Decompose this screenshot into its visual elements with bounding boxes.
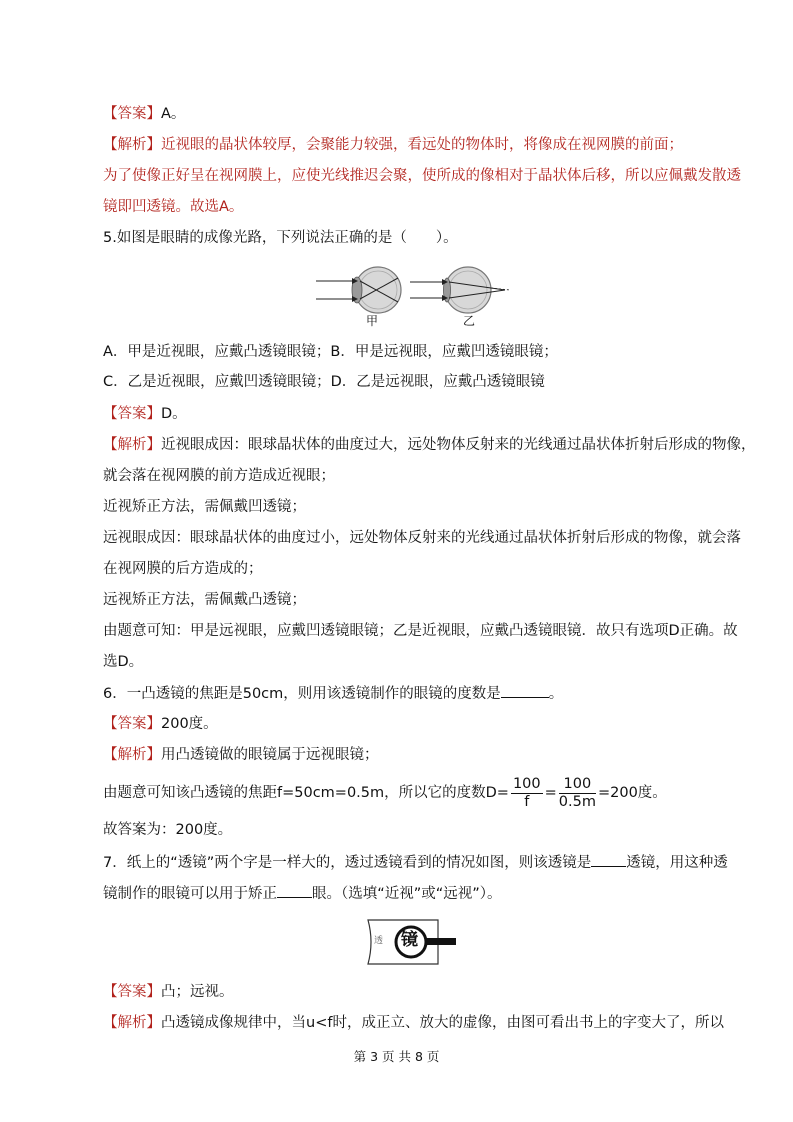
analysis-label: 【解析】 xyxy=(103,137,161,153)
q7-analysis-line-1: 【解析】凸透镜成像规律中，当u<f时，成正立、放大的虚像，由图可看出书上的字变大了，所以 xyxy=(103,1015,724,1031)
analysis-label: 【解析】 xyxy=(103,747,161,763)
q5-analysis-line-6: 远视矫正方法，需佩戴凸透镜； xyxy=(103,592,306,608)
answer-label: 【答案】 xyxy=(103,406,161,422)
eye-a xyxy=(316,267,401,313)
q5-analysis-line-5: 在视网膜的后方造成的； xyxy=(103,561,263,577)
q7-stem-line-2: 镜制作的眼镜可以用于矫正 眼。（选填“近视”或“远视”）。 xyxy=(103,883,502,904)
q5-options-line-2: C．乙是近视眼，应戴凹透镜眼镜；D．乙是远视眼，应戴凸透镜眼镜 xyxy=(103,374,545,390)
q6-analysis-line-3: 故答案为：200度。 xyxy=(103,822,233,838)
eye-a-label: 甲 xyxy=(366,314,379,328)
q5-analysis-line-4: 远视眼成因：眼球晶状体的曲度过小，远处物体反射来的光线通过晶状体折射后形成的物像，就会落 xyxy=(103,530,741,546)
answer-blank xyxy=(277,883,312,898)
q5-analysis-line-1: 【解析】近视眼成因：眼球晶状体的曲度过大，远处物体反射来的光线通过晶状体折射后形成的物像， xyxy=(103,437,756,453)
eye-diagram-svg xyxy=(310,262,520,328)
answer-blank xyxy=(591,852,626,867)
page-footer: 第 3 页 共 8 页 xyxy=(353,1049,440,1064)
q5-stem: 5.如图是眼睛的成像光路，下列说法正确的是（ ）。 xyxy=(103,230,458,246)
eye-b xyxy=(410,267,510,313)
q6-analysis-line-2: 由题意可知该凸透镜的焦距f=50cm=0.5m，所以它的度数D= $\frac{100}{f}$ = $\frac{100}{0.5m}$ =200度。 xyxy=(103,775,667,810)
eye-b-label: 乙 xyxy=(463,314,476,328)
q5-answer: 【答案】D。 xyxy=(103,406,187,422)
q7-stem-line-1: 7．纸上的“透镜”两个字是一样大的，透过透镜看到的情况如图，则该透镜是 透镜，用这种透 xyxy=(103,852,728,873)
answer-label: 【答案】 xyxy=(103,106,161,122)
magnifier-small-char: 透 xyxy=(374,936,384,946)
answer-label: 【答案】 xyxy=(103,716,161,732)
q7-answer: 【答案】凸；远视。 xyxy=(103,984,234,1000)
eye-diagram xyxy=(310,262,520,328)
q6-analysis-line-1: 【解析】用凸透镜做的眼镜属于远视眼镜； xyxy=(103,747,379,763)
q6-answer: 【答案】200度。 xyxy=(103,716,218,732)
q4-analysis-line-3: 镜即凹透镜。故选A。 xyxy=(103,199,244,215)
q5-analysis-line-3: 近视矫正方法，需佩戴凹透镜； xyxy=(103,499,306,515)
q4-answer: 【答案】A。 xyxy=(103,106,186,122)
answer-blank xyxy=(501,683,549,698)
fraction-100-over-half-meter: $\frac{100}{0.5m}$ xyxy=(558,775,596,810)
q5-analysis-line-8: 选D。 xyxy=(103,654,144,670)
answer-label: 【答案】 xyxy=(103,984,161,1000)
q5-analysis-line-2: 就会落在视网膜的前方造成近视眼； xyxy=(103,468,335,484)
analysis-label: 【解析】 xyxy=(103,1015,161,1031)
analysis-label: 【解析】 xyxy=(103,437,161,453)
q6-stem: 6．一凸透镜的焦距是50cm，则用该透镜制作的眼镜的度数是 。 xyxy=(103,683,563,704)
q5-analysis-line-7: 由题意可知：甲是远视眼，应戴凹透镜眼镜；乙是近视眼，应戴凸透镜眼镜．故只有选项D正确。故 xyxy=(103,623,738,639)
fraction-100-over-f: $\frac{100}{f}$ xyxy=(512,775,541,810)
q5-options-line-1: A．甲是近视眼，应戴凸透镜眼镜；B．甲是远视眼，应戴凹透镜眼镜； xyxy=(103,344,558,360)
q4-analysis-line-1: 【解析】近视眼的晶状体较厚，会聚能力较强，看远处的物体时，将像成在视网膜的前面； xyxy=(103,137,683,153)
q4-analysis-line-2: 为了使像正好呈在视网膜上，应使光线推迟会聚，使所成的像相对于晶状体后移，所以应佩戴发散透 xyxy=(103,168,741,184)
magnifier-big-char: 镜 xyxy=(401,930,418,950)
